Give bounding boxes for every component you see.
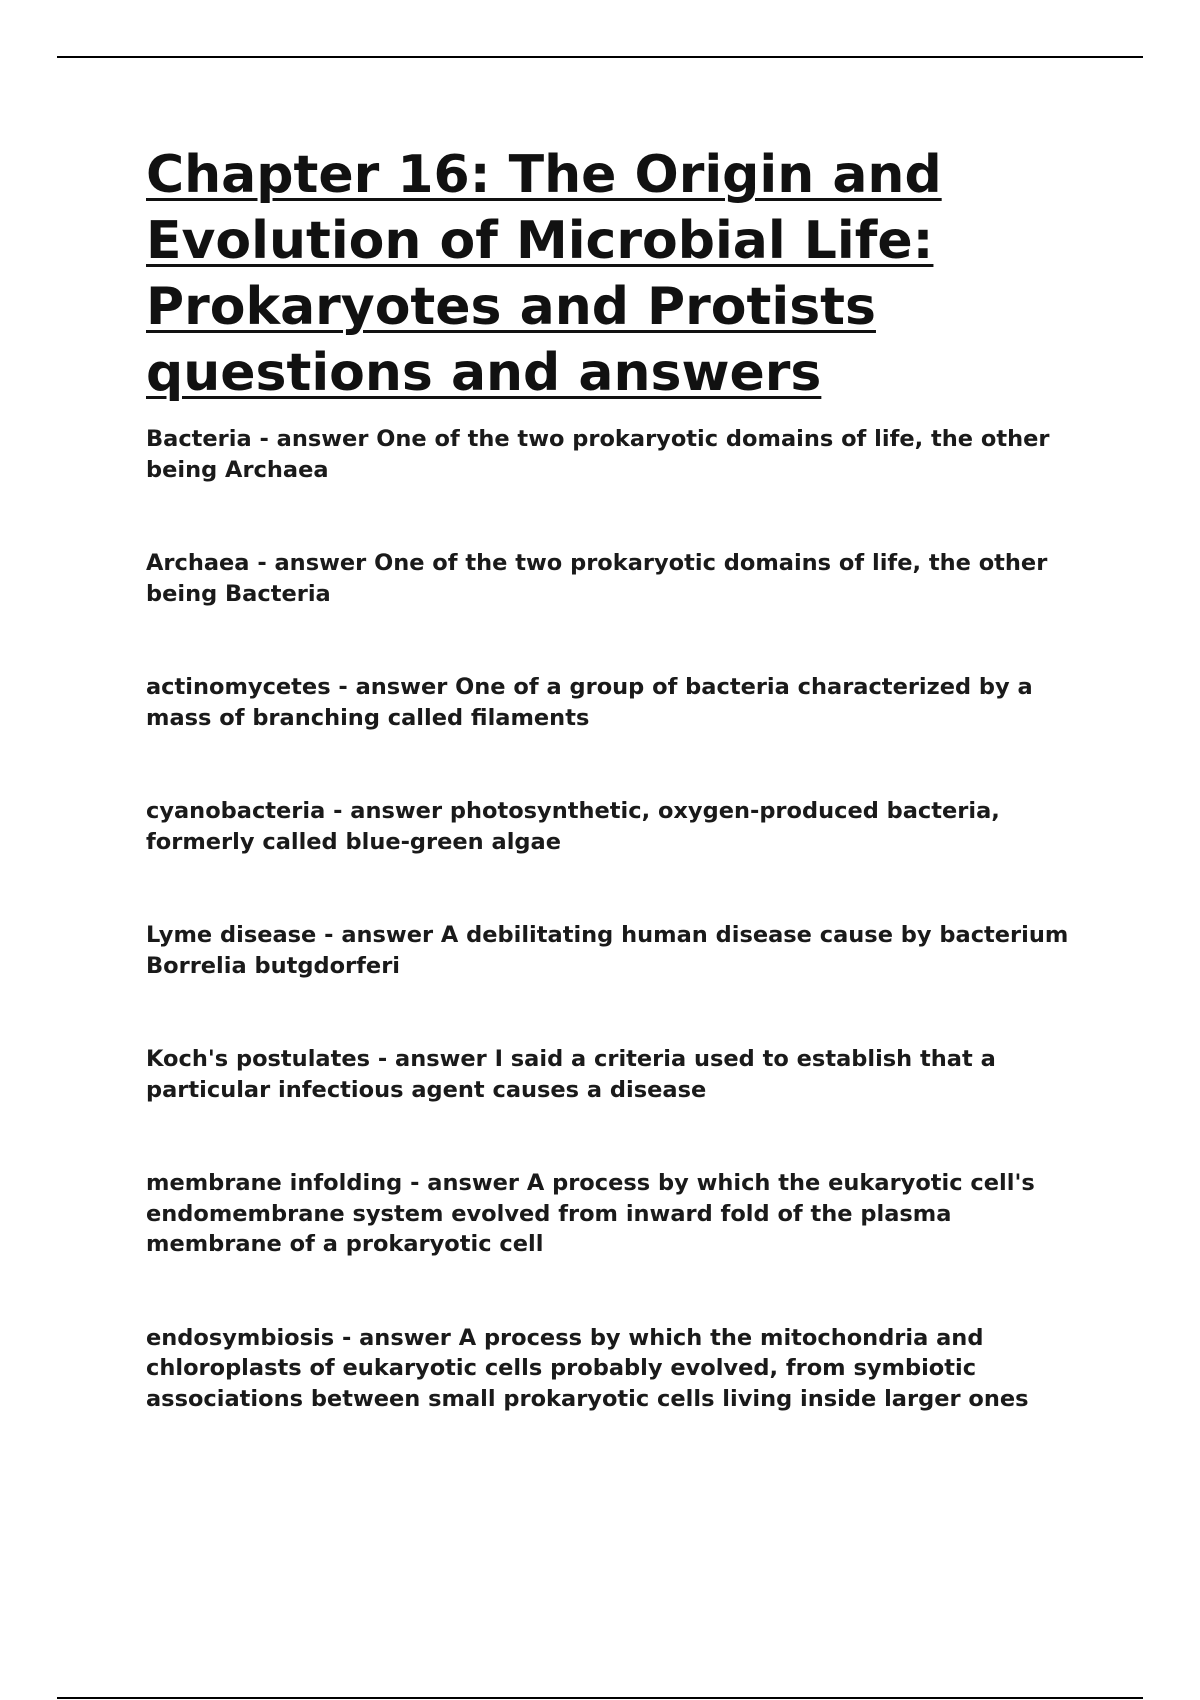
qa-item-lyme-disease: Lyme disease - answer A debilitating human disease cause by bacterium Borrelia butgdorferi <box>146 922 1069 979</box>
page-title <box>146 142 1086 406</box>
title-line: Evolution of Microbial Life: <box>146 211 934 271</box>
qa-item-cyanobacteria: cyanobacteria - answer photosynthetic, oxygen-produced bacteria, formerly called blue-green algae <box>146 798 1000 855</box>
top-rule <box>57 56 1143 58</box>
title-line: Prokaryotes and Protists <box>146 277 876 337</box>
title-line: Chapter 16: The Origin and <box>146 145 942 205</box>
qa-item-actinomycetes: actinomycetes - answer One of a group of bacteria characterized by a mass of branching called filaments <box>146 674 1033 731</box>
qa-list <box>146 424 1086 1414</box>
page-content <box>146 142 1086 1477</box>
qa-item-kochs-postulates: Koch's postulates - answer I said a criteria used to establish that a particular infectious agent causes a disease <box>146 1046 996 1103</box>
qa-item-archaea: Archaea - answer One of the two prokaryotic domains of life, the other being Bacteria <box>146 550 1048 607</box>
qa-item-bacteria: Bacteria - answer One of the two prokaryotic domains of life, the other being Archaea <box>146 426 1050 483</box>
qa-item-endosymbiosis: endosymbiosis - answer A process by which the mitochondria and chloroplasts of eukaryotic cells probably evolved, from symbiotic associations between small prokaryotic cells living inside larger ones <box>146 1324 1029 1412</box>
bottom-rule <box>57 1697 1143 1699</box>
title-line: questions and answers <box>146 343 822 403</box>
qa-item-membrane-infolding: membrane infolding - answer A process by which the eukaryotic cell's endomembrane system evolved from inward fold of the plasma membrane of a prokaryotic cell <box>146 1170 1035 1257</box>
